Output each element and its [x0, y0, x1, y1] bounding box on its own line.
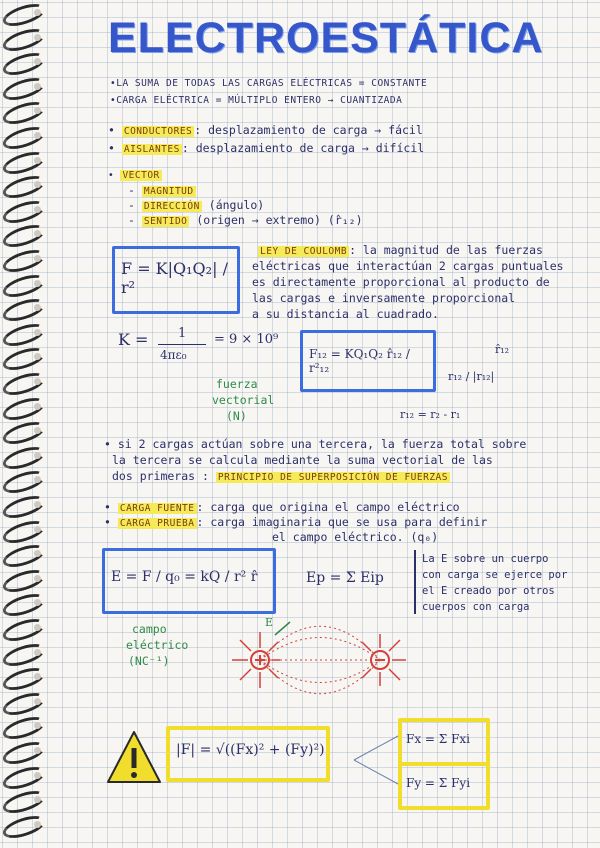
unit-vector-def: r₁₂ / |r₁₂|: [448, 370, 495, 383]
vector-heading: • VECTOR: [108, 170, 160, 181]
coulomb-line-4: a su distancia al cuadrado.: [252, 307, 439, 321]
vector-item-magnitud: - MAGNITUD: [128, 183, 194, 197]
spiral-ring: [0, 246, 47, 277]
spiral-ring: [0, 713, 47, 744]
vector-item-direccion: - DIRECCIÓN (ángulo): [128, 198, 265, 212]
punch-hole: [34, 280, 41, 287]
charge-prueba: • CARGA PRUEBA : carga imaginaria que se usa para definir: [104, 515, 488, 529]
coulomb-line-2: es directamente proporcional al producto de: [252, 275, 550, 289]
spiral-ring: [0, 615, 47, 646]
superposition-line-0: • si 2 cargas actúan sobre una tercera, la fuerza total sobre: [104, 437, 527, 451]
spiral-ring: [0, 49, 47, 80]
warning-icon: [106, 728, 162, 786]
punch-hole: [34, 378, 41, 385]
spiral-ring: [0, 369, 47, 400]
magnitude-formula: |F| = √((Fx)² + (Fy)²): [176, 742, 325, 758]
punch-hole: [34, 255, 41, 262]
field-sum-line-1: con carga se ejerce por: [422, 569, 568, 581]
spiral-ring: [0, 344, 47, 375]
field-lines-diagram: [220, 610, 440, 710]
superposition-line-1: la tercera se calcula mediante la suma vectorial de las: [112, 453, 493, 467]
punch-hole: [34, 624, 41, 631]
spiral-ring: [0, 221, 47, 252]
position-diff: r₁₂ = r₂ - r₁: [400, 408, 461, 421]
charge-fuente-term: CARGA FUENTE: [119, 503, 195, 514]
note-charge-sum: •LA SUMA DE TODAS LAS CARGAS ELÉCTRICAS = CONSTANTE: [110, 78, 428, 89]
punch-hole: [34, 9, 41, 16]
spiral-ring: [0, 0, 47, 30]
charges-tail: el campo eléctrico. (q₀): [272, 530, 439, 544]
spiral-ring: [0, 787, 47, 818]
vector-term-magnitud: MAGNITUD: [143, 186, 194, 197]
charge-prueba-term: CARGA PRUEBA: [119, 518, 195, 529]
punch-hole: [34, 649, 41, 656]
material-conductores: • CONDUCTORES : desplazamiento de carga → fácil: [108, 123, 423, 137]
coulomb-line-3: las cargas e inversamente proporcional: [252, 291, 516, 305]
branch-lines: [352, 730, 400, 790]
vector-desc-direccion: (ángulo): [208, 198, 265, 212]
coulomb-formula-box: [112, 246, 240, 314]
spiral-ring: [0, 172, 47, 203]
k-fraction-bar: [158, 344, 206, 345]
field-sum-line-2: el E creado por otros: [422, 585, 555, 597]
note-charge-quantized: •CARGA ELÉCTRICA = MÚLTIPLO ENTERO → CUANTIZADA: [110, 95, 403, 106]
punch-hole: [34, 403, 41, 410]
charge-fuente-desc: : carga que origina el campo eléctrico: [196, 500, 460, 514]
field-label-0: campo: [132, 622, 167, 636]
term-aislantes: AISLANTES: [123, 144, 180, 155]
magnitude-formula-box: [166, 726, 330, 782]
punch-hole: [34, 526, 41, 533]
field-formula: E = F / q₀ = kQ / r² r̂: [111, 569, 258, 585]
charge-fuente: • CARGA FUENTE : carga que origina el campo eléctrico: [104, 500, 460, 514]
fy-formula: Fy = Σ Fyi: [406, 776, 471, 790]
punch-hole: [34, 501, 41, 508]
negative-charge: [362, 634, 406, 686]
spiral-ring: [0, 418, 47, 449]
spiral-ring: [0, 811, 47, 842]
force-label-1: vectorial: [212, 393, 275, 407]
superposition-line-2-text: dos primeras :: [112, 469, 209, 483]
k-lhs: K =: [118, 330, 149, 349]
spiral-ring: [0, 319, 47, 350]
k-num: 1: [178, 326, 187, 341]
spiral-ring: [0, 270, 47, 301]
punch-hole: [34, 132, 41, 139]
spiral-ring: [0, 590, 47, 621]
force-label-0: fuerza: [216, 377, 258, 391]
positive-charge: [232, 632, 280, 688]
punch-hole: [34, 157, 41, 164]
spiral-ring: [0, 516, 47, 547]
punch-hole: [34, 329, 41, 336]
coulomb-formula: F = K|Q₁Q₂| / r²: [121, 259, 228, 297]
coulomb-line-1: eléctricas que interactúan 2 cargas puntuales: [252, 259, 564, 273]
punch-hole: [34, 575, 41, 582]
vector-heading-text: VECTOR: [122, 170, 160, 181]
fx-formula: Fx = Σ Fxi: [406, 732, 471, 746]
field-sum-bracket: [414, 550, 416, 614]
punch-hole: [34, 452, 41, 459]
field-sum-line-3: cuerpos con carga: [422, 601, 530, 613]
material-aislantes: • AISLANTES : desplazamiento de carga → difícil: [108, 141, 425, 155]
spiral-ring: [0, 467, 47, 498]
spiral-ring: [0, 295, 47, 326]
field-sum-formula: Ep = Σ Eip: [306, 570, 384, 586]
spiral-ring: [0, 73, 47, 104]
spiral-ring: [0, 688, 47, 719]
vector-desc-sentido: (origen → extremo) (r̂₁₂): [196, 213, 363, 227]
superposition-line-2: [112, 469, 450, 483]
spiral-ring: [0, 738, 47, 769]
punch-hole: [34, 821, 41, 828]
coulomb-label-text: LEY DE COULOMB: [260, 246, 348, 257]
desc-aislantes: : desplazamiento de carga → difícil: [181, 141, 425, 155]
term-conductores: CONDUCTORES: [123, 126, 193, 137]
punch-hole: [34, 772, 41, 779]
spiral-ring: [0, 393, 47, 424]
charge-prueba-desc: : carga imaginaria que se usa para definir: [196, 515, 488, 529]
vector-term-direccion: DIRECCIÓN: [143, 201, 200, 212]
fy-box: [398, 762, 490, 810]
page-title: ELECTROESTÁTICA: [108, 14, 544, 62]
spiral-ring: [0, 123, 47, 154]
spiral-ring: [0, 639, 47, 670]
field-label-1: eléctrico: [126, 638, 189, 652]
k-rhs: = 9 × 10⁹: [214, 332, 279, 347]
spiral-ring: [0, 565, 47, 596]
field-vector-label: E: [265, 616, 274, 629]
vector-term-sentido: SENTIDO: [143, 216, 188, 227]
fx-box: [398, 718, 490, 766]
vector-coulomb-formula: F₁₂ = KQ₁Q₂ r̂₁₂ / r²₁₂: [309, 347, 410, 375]
force-label-2: (N): [226, 409, 247, 423]
field-formula-box: [102, 548, 276, 614]
superposition-principle: PRINCIPIO DE SUPERPOSICIÓN DE FUERZAS: [217, 472, 448, 483]
spiral-ring: [0, 196, 47, 227]
spiral-ring: [0, 492, 47, 523]
vector-coulomb-box: [300, 330, 436, 392]
vector-item-sentido: - SENTIDO (origen → extremo) (r̂₁₂): [128, 213, 363, 227]
coulomb-line-0: : la magnitud de las fuerzas: [349, 243, 543, 257]
field-label-2: (NC⁻¹): [128, 654, 170, 668]
spiral-ring: [0, 541, 47, 572]
spiral-ring: [0, 664, 47, 695]
spiral-ring: [0, 147, 47, 178]
spiral-ring: [0, 762, 47, 793]
desc-conductores: : desplazamiento de carga → fácil: [194, 123, 423, 137]
punch-hole: [34, 747, 41, 754]
punch-hole: [34, 34, 41, 41]
k-den: 4πε₀: [160, 348, 187, 362]
field-sum-line-0: La E sobre un cuerpo: [422, 553, 549, 565]
unit-vector-symbol: r̂₁₂: [495, 343, 510, 356]
spiral-ring: [0, 24, 47, 55]
coulomb-label: [258, 243, 543, 257]
punch-hole: [34, 698, 41, 705]
punch-hole: [34, 206, 41, 213]
spiral-binding: [0, 0, 48, 848]
punch-hole: [34, 83, 41, 90]
spiral-ring: [0, 98, 47, 129]
spiral-ring: [0, 442, 47, 473]
